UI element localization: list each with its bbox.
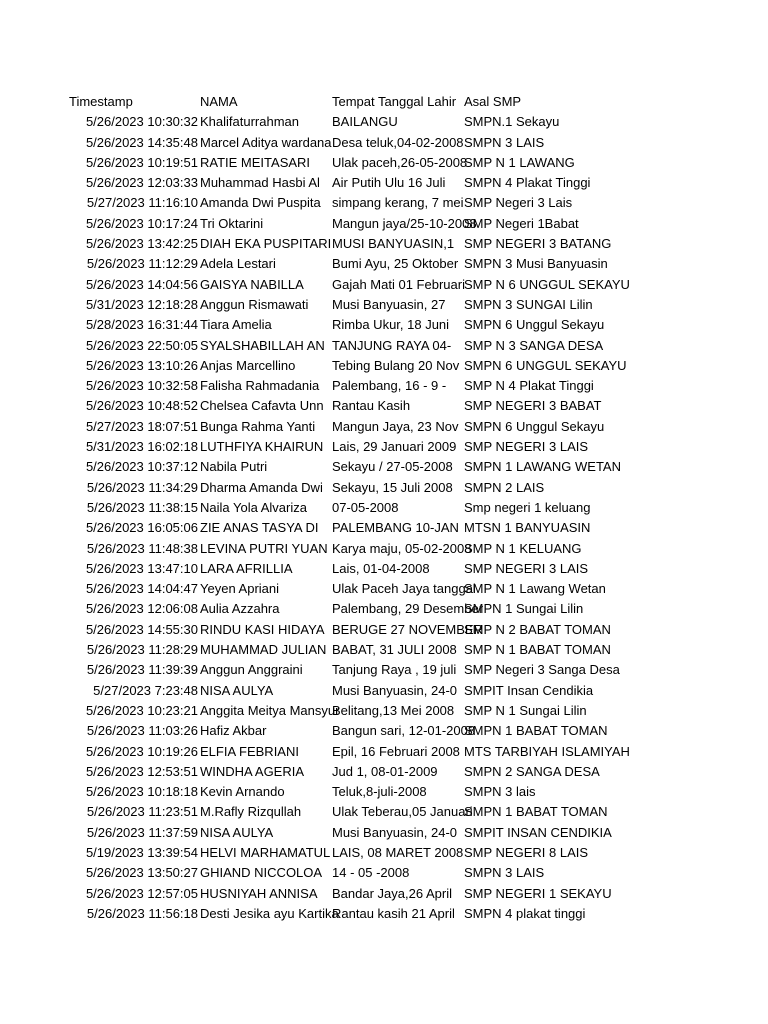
cell-nama[interactable]: Tiara Amelia [200,317,272,333]
cell-nama[interactable]: NISA AULYA [200,824,274,840]
table-row [0,498,768,518]
cell-tempat-tanggal-lahir[interactable]: Musi Banyuasin, 24-0 [332,824,458,840]
cell-asal-smp[interactable]: SMPN 4 plakat tinggi [464,905,586,921]
cell-asal-smp[interactable]: SMP Negeri 3 Lais [464,195,573,211]
cell-timestamp[interactable]: 5/26/2023 13:10:26 [85,357,198,373]
cell-nama[interactable]: RINDU KASI HIDAYA [200,621,325,637]
table-row [0,376,768,396]
cell-nama[interactable]: Falisha Rahmadania [200,378,320,394]
cell-asal-smp[interactable]: SMP N 3 SANGA DESA [464,337,604,353]
table-row [0,802,768,822]
cell-timestamp[interactable]: 5/26/2023 22:50:05 [85,337,198,353]
table-row [0,843,768,863]
cell-nama[interactable]: SYALSHABILLAH AN [200,337,325,353]
cell-asal-smp[interactable]: SMP N 1 BABAT TOMAN [464,642,611,658]
cell-tempat-tanggal-lahir[interactable]: Ulak paceh,26-05-2008 [332,154,468,170]
cell-nama[interactable]: LUTHFIYA KHAIRUN [200,439,324,455]
cell-tempat-tanggal-lahir[interactable]: Palembang, 29 Desember [332,601,484,617]
cell-timestamp[interactable]: 5/26/2023 11:34:29 [86,479,198,495]
cell-tempat-tanggal-lahir[interactable]: Musi Banyuasin, 27 [332,296,446,312]
cell-timestamp[interactable]: 5/27/2023 11:16:10 [86,195,198,211]
cell-nama[interactable]: Naila Yola Alvariza [200,499,307,515]
cell-timestamp[interactable]: 5/26/2023 13:50:27 [85,865,198,881]
cell-nama[interactable]: Anggita Meitya Mansyur [200,702,340,718]
cell-asal-smp[interactable]: SMP N 2 BABAT TOMAN [464,621,611,637]
cell-asal-smp[interactable]: SMPN 3 LAIS [464,134,545,150]
cell-asal-smp[interactable]: SMP N 4 Plakat Tinggi [464,378,594,394]
cell-nama[interactable]: Chelsea Cafavta Unn [200,398,324,414]
table-row [0,863,768,883]
cell-asal-smp[interactable]: Smp negeri 1 keluang [464,499,591,515]
cell-timestamp[interactable]: 5/26/2023 12:57:05 [85,885,198,901]
cell-nama[interactable]: Nabila Putri [200,459,268,475]
cell-nama[interactable]: HELVI MARHAMATUL [200,844,331,860]
cell-nama[interactable]: HUSNIYAH ANNISA [200,885,318,901]
cell-tempat-tanggal-lahir[interactable]: Bumi Ayu, 25 Oktober [332,256,459,272]
cell-timestamp[interactable]: 5/19/2023 13:39:54 [85,844,198,860]
cell-nama[interactable]: Muhammad Hasbi Al [200,175,320,191]
cell-asal-smp[interactable]: SMP NEGERI 3 BATANG [464,236,612,252]
cell-nama[interactable]: Anjas Marcellino [200,357,296,373]
cell-timestamp[interactable]: 5/26/2023 11:03:26 [86,723,198,739]
cell-timestamp[interactable]: 5/26/2023 11:12:29 [86,256,198,272]
cell-asal-smp[interactable]: SMP Negeri 1Babat [464,215,579,231]
cell-timestamp[interactable]: 5/26/2023 11:37:59 [86,824,198,840]
table-row [0,681,768,701]
cell-asal-smp[interactable]: SMPN 3 SUNGAI Lilin [464,296,593,312]
cell-tempat-tanggal-lahir[interactable]: Belitang,13 Mei 2008 [332,702,455,718]
table-row [0,579,768,599]
cell-tempat-tanggal-lahir[interactable]: 14 - 05 -2008 [332,865,410,881]
cell-nama[interactable]: Desti Jesika ayu Kartika [200,905,339,921]
cell-asal-smp[interactable]: SMPN 1 LAWANG WETAN [464,459,621,475]
cell-nama[interactable]: LEVINA PUTRI YUAN [200,540,328,556]
cell-asal-smp[interactable]: SMP N 1 Lawang Wetan [464,581,606,597]
table-row [0,660,768,680]
cell-tempat-tanggal-lahir[interactable]: Musi Banyuasin, 24-0 [332,682,458,698]
cell-tempat-tanggal-lahir[interactable]: Sekayu / 27-05-2008 [332,459,453,475]
cell-timestamp[interactable]: 5/31/2023 12:18:28 [85,296,198,312]
table-row [0,701,768,721]
cell-nama[interactable]: Marcel Aditya wardana [200,134,332,150]
table-row [0,396,768,416]
cell-tempat-tanggal-lahir[interactable]: Teluk,8-juli-2008 [332,784,427,800]
cell-tempat-tanggal-lahir[interactable]: Tebing Bulang 20 Nov [332,357,460,373]
cell-asal-smp[interactable]: SMPN 6 UNGGUL SEKAYU [464,357,627,373]
table-body [0,112,768,924]
table-row [0,173,768,193]
cell-timestamp[interactable]: 5/26/2023 14:04:56 [85,276,198,292]
table-row [0,640,768,660]
table-row [0,336,768,356]
cell-asal-smp[interactable]: SMP N 1 Sungai Lilin [464,702,587,718]
cell-nama[interactable]: Aulia Azzahra [200,601,280,617]
cell-asal-smp[interactable]: SMP Negeri 3 Sanga Desa [464,662,620,678]
table-row [0,478,768,498]
cell-nama[interactable]: RATIE MEITASARI [200,154,311,170]
cell-timestamp[interactable]: 5/26/2023 11:28:29 [86,642,198,658]
cell-timestamp[interactable]: 5/26/2023 10:32:58 [85,378,198,394]
cell-timestamp[interactable]: 5/26/2023 10:19:51 [85,154,198,170]
cell-tempat-tanggal-lahir[interactable]: Desa teluk,04-02-2008 [332,134,464,150]
table-row [0,356,768,376]
cell-nama[interactable]: Tri Oktarini [200,215,264,231]
cell-asal-smp[interactable]: SMPN 1 BABAT TOMAN [464,804,608,820]
cell-timestamp[interactable]: 5/26/2023 11:38:15 [86,499,198,515]
header-tempat-tanggal-lahir[interactable]: Tempat Tanggal Lahir [332,94,457,109]
header-nama[interactable]: NAMA [200,94,238,109]
cell-tempat-tanggal-lahir[interactable]: Bangun sari, 12-01-2008 [332,723,476,739]
table-row [0,315,768,335]
cell-timestamp[interactable]: 5/26/2023 11:39:39 [86,662,198,678]
cell-timestamp[interactable]: 5/27/2023 18:07:51 [85,418,198,434]
cell-nama[interactable]: Anggun Anggraini [200,662,303,678]
cell-tempat-tanggal-lahir[interactable]: Mangun Jaya, 23 Nov [332,418,459,434]
cell-timestamp[interactable]: 5/27/2023 7:23:48 [93,682,198,698]
table-row [0,275,768,295]
cell-tempat-tanggal-lahir[interactable]: Lais, 29 Januari 2009 [332,439,457,455]
cell-asal-smp[interactable]: SMP NEGERI 3 LAIS [464,560,589,576]
table-row [0,823,768,843]
cell-nama[interactable]: DIAH EKA PUSPITARI [200,236,332,252]
table-row [0,884,768,904]
cell-timestamp[interactable]: 5/31/2023 16:02:18 [85,439,198,455]
table-row [0,762,768,782]
cell-timestamp[interactable]: 5/26/2023 12:03:33 [85,175,198,191]
table-row [0,295,768,315]
cell-asal-smp[interactable]: SMPN 3 LAIS [464,865,545,881]
cell-tempat-tanggal-lahir[interactable]: Mangun jaya/25-10-2008 [332,215,477,231]
cell-asal-smp[interactable]: SMP N 1 KELUANG [464,540,582,556]
table-row [0,539,768,559]
cell-tempat-tanggal-lahir[interactable]: Gajah Mati 01 Februari [332,276,465,292]
cell-nama[interactable]: Dharma Amanda Dwi [200,479,323,495]
cell-timestamp[interactable]: 5/26/2023 14:04:47 [85,581,198,597]
spreadsheet [0,92,768,924]
cell-tempat-tanggal-lahir[interactable]: 07-05-2008 [332,499,399,515]
cell-nama[interactable]: Kevin Arnando [200,784,285,800]
cell-asal-smp[interactable]: SMPN 3 Musi Banyuasin [464,256,608,272]
cell-timestamp[interactable]: 5/26/2023 13:42:25 [85,236,198,252]
header-timestamp[interactable]: Timestamp [69,94,133,109]
cell-nama[interactable]: Amanda Dwi Puspita [200,195,321,211]
cell-asal-smp[interactable]: SMPN 6 Unggul Sekayu [464,418,605,434]
cell-timestamp[interactable]: 5/26/2023 11:48:38 [86,540,198,556]
cell-asal-smp[interactable]: SMP N 1 LAWANG [464,154,575,170]
cell-asal-smp[interactable]: SMPIT Insan Cendikia [464,682,594,698]
cell-nama[interactable]: MUHAMMAD JULIAN [200,642,327,658]
cell-asal-smp[interactable]: SMP NEGERI 3 BABAT [464,398,602,414]
cell-asal-smp[interactable]: SMPN 2 LAIS [464,479,545,495]
cell-tempat-tanggal-lahir[interactable]: BERUGE 27 NOVEMBER [332,621,483,637]
cell-nama[interactable]: ELFIA FEBRIANI [200,743,299,759]
cell-asal-smp[interactable]: SMPIT INSAN CENDIKIA [464,824,612,840]
cell-timestamp[interactable]: 5/26/2023 10:19:26 [85,743,198,759]
cell-asal-smp[interactable]: SMP NEGERI 3 LAIS [464,439,589,455]
cell-tempat-tanggal-lahir[interactable]: PALEMBANG 10-JAN [332,520,459,536]
cell-timestamp[interactable]: 5/26/2023 11:56:18 [86,905,198,921]
cell-tempat-tanggal-lahir[interactable]: TANJUNG RAYA 04- [332,337,452,353]
cell-timestamp[interactable]: 5/26/2023 10:48:52 [85,398,198,414]
cell-timestamp[interactable]: 5/26/2023 14:35:48 [85,134,198,150]
cell-timestamp[interactable]: 5/26/2023 16:05:06 [85,520,198,536]
cell-timestamp[interactable]: 5/26/2023 11:23:51 [86,804,198,820]
cell-tempat-tanggal-lahir[interactable]: Ulak Paceh Jaya tanggal [332,581,476,597]
cell-asal-smp[interactable]: SMP NEGERI 1 SEKAYU [464,885,612,901]
cell-nama[interactable]: Yeyen Apriani [200,581,280,597]
cell-tempat-tanggal-lahir[interactable]: Ulak Teberau,05 Januari [332,804,473,820]
cell-timestamp[interactable]: 5/26/2023 14:55:30 [85,621,198,637]
cell-tempat-tanggal-lahir[interactable]: Air Putih Ulu 16 Juli [332,175,446,191]
table-row [0,457,768,477]
cell-asal-smp[interactable]: SMPN 3 lais [464,784,536,800]
cell-nama[interactable]: Anggun Rismawati [200,296,309,312]
cell-nama[interactable]: Bunga Rahma Yanti [200,418,316,434]
table-row [0,599,768,619]
table-row [0,234,768,254]
table-row [0,559,768,579]
table-row [0,782,768,802]
cell-asal-smp[interactable]: MTS TARBIYAH ISLAMIYAH [464,743,630,759]
cell-tempat-tanggal-lahir[interactable]: Karya maju, 05-02-2008 [332,540,472,556]
cell-nama[interactable]: Adela Lestari [200,256,276,272]
cell-tempat-tanggal-lahir[interactable]: MUSI BANYUASIN,1 [332,236,455,252]
cell-tempat-tanggal-lahir[interactable]: LAIS, 08 MARET 2008 [332,844,464,860]
cell-tempat-tanggal-lahir[interactable]: BAILANGU [332,114,398,130]
cell-nama[interactable]: GAISYA NABILLA [200,276,304,292]
cell-asal-smp[interactable]: SMP N 6 UNGGUL SEKAYU [464,276,630,292]
cell-asal-smp[interactable]: SMPN 1 Sungai Lilin [464,601,584,617]
cell-nama[interactable]: M.Rafly Rizqullah [200,804,302,820]
cell-timestamp[interactable]: 5/26/2023 13:47:10 [85,560,198,576]
table-row [0,742,768,762]
cell-nama[interactable]: ZIE ANAS TASYA DI [200,520,319,536]
table-row [0,153,768,173]
cell-tempat-tanggal-lahir[interactable]: Rimba Ukur, 18 Juni [332,317,450,333]
cell-nama[interactable]: NISA AULYA [200,682,274,698]
header-row [0,92,768,112]
cell-timestamp[interactable]: 5/26/2023 12:06:08 [85,601,198,617]
cell-timestamp[interactable]: 5/26/2023 12:53:51 [85,763,198,779]
header-asal-smp[interactable]: Asal SMP [464,94,522,109]
cell-timestamp[interactable]: 5/26/2023 10:17:24 [85,215,198,231]
cell-timestamp[interactable]: 5/26/2023 10:18:18 [85,784,198,800]
cell-timestamp[interactable]: 5/26/2023 10:37:12 [85,459,198,475]
table-row [0,214,768,234]
cell-tempat-tanggal-lahir[interactable]: Palembang, 16 - 9 - [332,378,447,394]
cell-asal-smp[interactable]: MTSN 1 BANYUASIN [464,520,591,536]
table-row [0,254,768,274]
table-row [0,620,768,640]
cell-timestamp[interactable]: 5/28/2023 16:31:44 [85,317,198,333]
cell-timestamp[interactable]: 5/26/2023 10:23:21 [85,702,198,718]
cell-tempat-tanggal-lahir[interactable]: Jud 1, 08-01-2009 [332,763,438,779]
cell-nama[interactable]: LARA AFRILLIA [200,560,293,576]
cell-timestamp[interactable]: 5/26/2023 10:30:32 [85,114,198,130]
cell-asal-smp[interactable]: SMPN 2 SANGA DESA [464,763,600,779]
cell-nama[interactable]: Khalifaturrahman [200,114,299,130]
table-row [0,437,768,457]
cell-tempat-tanggal-lahir[interactable]: Sekayu, 15 Juli 2008 [332,479,453,495]
cell-tempat-tanggal-lahir[interactable]: Rantau Kasih [332,398,411,414]
table-row [0,417,768,437]
cell-nama[interactable]: WINDHA AGERIA [200,763,305,779]
table-row [0,904,768,924]
cell-nama[interactable]: GHIAND NICCOLOA [200,865,323,881]
cell-tempat-tanggal-lahir[interactable]: simpang kerang, 7 mei [332,195,464,211]
cell-tempat-tanggal-lahir[interactable]: Epil, 16 Februari 2008 [332,743,460,759]
table-row [0,112,768,132]
cell-tempat-tanggal-lahir[interactable]: Tanjung Raya , 19 juli [332,662,457,678]
table-row [0,721,768,741]
cell-asal-smp[interactable]: SMP NEGERI 8 LAIS [464,844,589,860]
cell-tempat-tanggal-lahir[interactable]: Lais, 01-04-2008 [332,560,430,576]
cell-nama[interactable]: Hafiz Akbar [200,723,267,739]
table-row [0,518,768,538]
cell-asal-smp[interactable]: SMPN.1 Sekayu [464,114,560,130]
cell-tempat-tanggal-lahir[interactable]: BABAT, 31 JULI 2008 [332,642,457,658]
cell-asal-smp[interactable]: SMPN 6 Unggul Sekayu [464,317,605,333]
cell-asal-smp[interactable]: SMPN 1 BABAT TOMAN [464,723,608,739]
table-row [0,133,768,153]
table-row [0,193,768,213]
cell-tempat-tanggal-lahir[interactable]: Rantau kasih 21 April [332,905,455,921]
cell-tempat-tanggal-lahir[interactable]: Bandar Jaya,26 April [332,885,452,901]
cell-asal-smp[interactable]: SMPN 4 Plakat Tinggi [464,175,591,191]
